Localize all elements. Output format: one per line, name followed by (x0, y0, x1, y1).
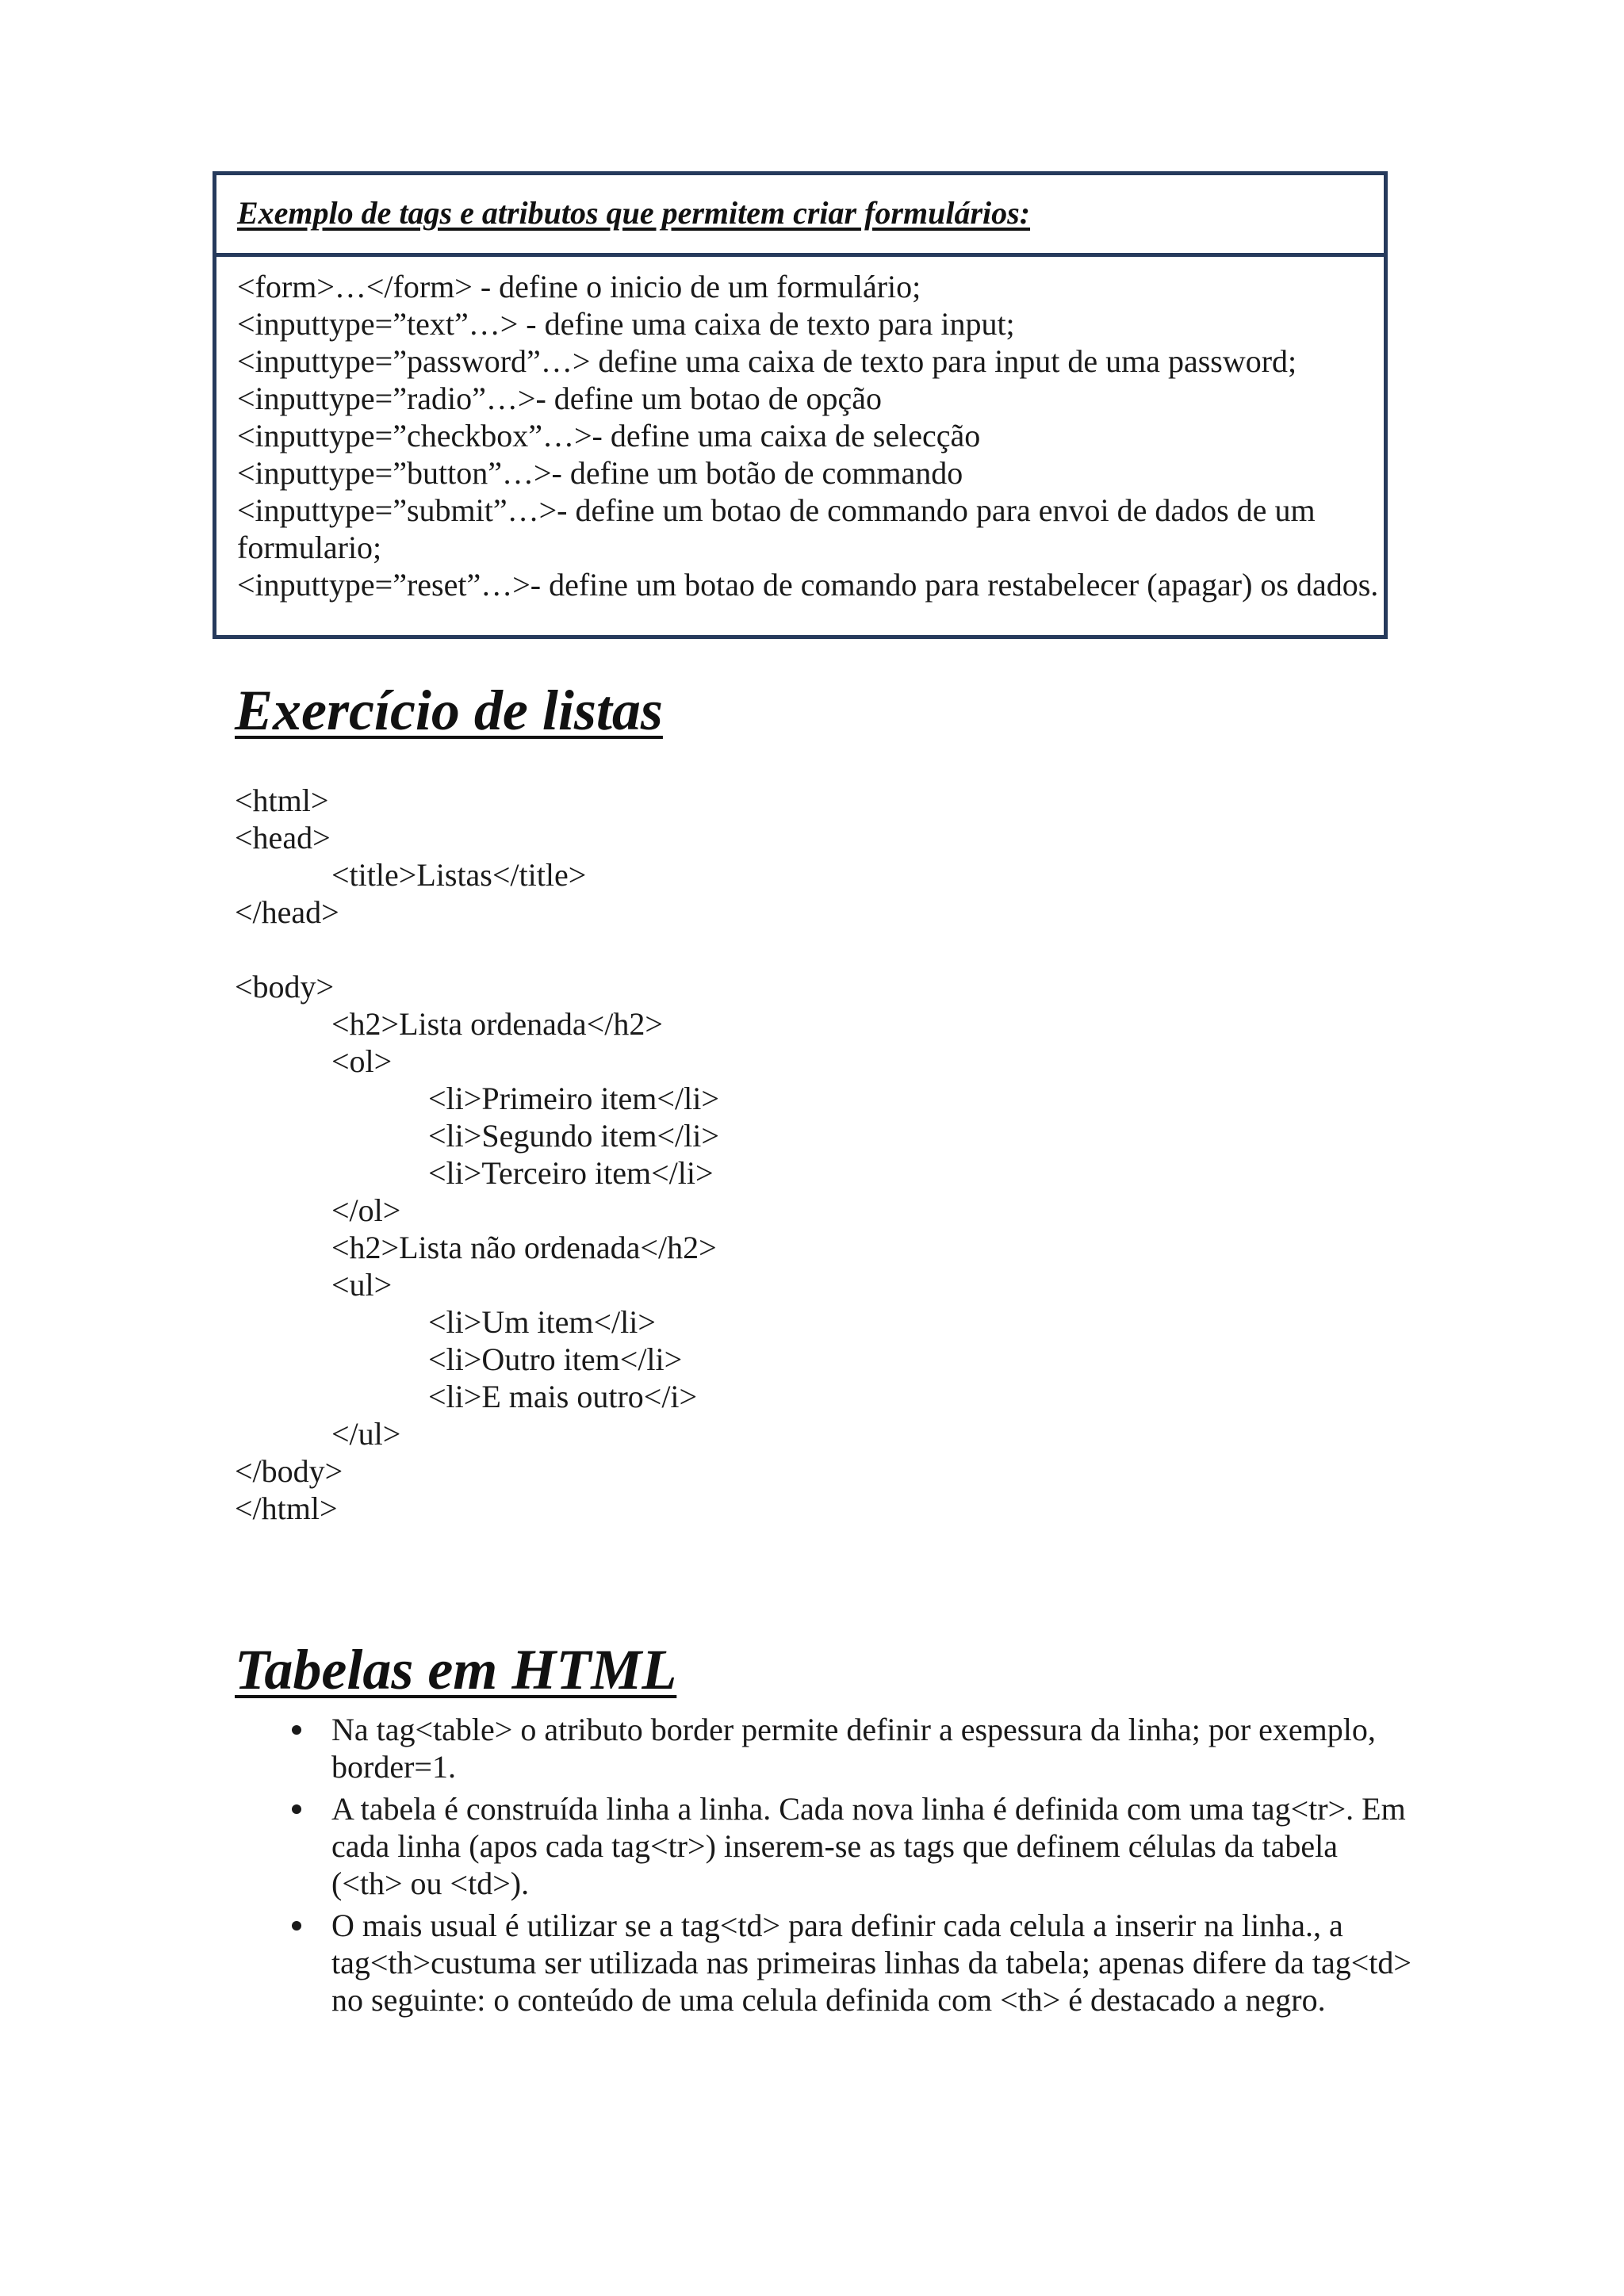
list-item (285, 1907, 1411, 2019)
code-line: <li>Primeiro item</li> (428, 1081, 719, 1116)
bullet-icon (292, 1921, 301, 1931)
form-tags-box-title: Exemplo de tags e atributos que permitem criar formulários: (237, 195, 1031, 231)
code-line (235, 931, 719, 968)
code-line: <head> (235, 820, 331, 855)
form-tag-line: <inputtype=”text”…> - define uma caixa de texto para input; (237, 306, 1015, 342)
code-line: </html> (235, 1490, 338, 1526)
list-item-text: Na tag<table> o atributo border permite definir a espessura da linha; por exemplo, border=1. (331, 1712, 1376, 1785)
bullet-icon (292, 1725, 301, 1735)
code-line: <ul> (331, 1267, 393, 1303)
code-line: </ol> (331, 1192, 401, 1228)
list-item (285, 1711, 1411, 1785)
code-line: <li>Um item</li> (428, 1304, 656, 1340)
list-item (285, 1790, 1411, 1902)
list-item-text: A tabela é construída linha a linha. Cada nova linha é definida com uma tag<tr>. Em cada linha (apos cada tag<tr>) inserem-se as tags que definem células da tabela (<th> ou <td>). (331, 1791, 1406, 1901)
list-item-text: O mais usual é utilizar se a tag<td> para definir cada celula a inserir na linha., a tag<th>custuma ser utilizada nas primeiras linhas da tabela; apenas difere da tag<td> no seguinte: o conteúdo de uma celula definida com <th> é destacado a negro. (331, 1908, 1411, 2018)
code-line: <html> (235, 783, 329, 818)
form-tags-box-body (216, 257, 1384, 603)
code-line: <title>Listas</title> (331, 857, 587, 893)
form-tag-line: <form>…</form> - define o inicio de um formulário; (237, 269, 921, 304)
code-line: <h2>Lista ordenada</h2> (331, 1006, 663, 1042)
form-tag-line: <inputtype=”checkbox”…>- define uma caixa de selecção (237, 418, 981, 453)
form-tag-line: <inputtype=”button”…>- define um botão de commando (237, 455, 963, 491)
form-tag-line: <inputtype=”radio”…>- define um botao de opção (237, 381, 882, 416)
tabelas-bullet-list (285, 1711, 1411, 2023)
bullet-icon (292, 1804, 301, 1814)
code-line: <li>Outro item</li> (428, 1341, 683, 1377)
form-tag-line: formulario; (237, 530, 382, 565)
form-tag-line: <inputtype=”submit”…>- define um botao de commando para envoi de dados de um (237, 492, 1316, 528)
code-line: <li>E mais outro</i> (428, 1379, 698, 1414)
code-line: </ul> (331, 1416, 401, 1452)
code-line: <h2>Lista não ordenada</h2> (331, 1230, 717, 1265)
form-tag-line: <inputtype=”reset”…>- define um botao de comando para restabelecer (apagar) os dados. (237, 567, 1379, 603)
section-title-listas: Exercício de listas (235, 679, 663, 742)
code-listing (235, 782, 719, 1527)
code-line: <ol> (331, 1043, 393, 1079)
form-tags-box (213, 171, 1388, 639)
form-tag-line: <inputtype=”password”…> define uma caixa de texto para input de uma password; (237, 343, 1297, 379)
code-line: </head> (235, 894, 339, 930)
section-title-tabelas: Tabelas em HTML (235, 1638, 677, 1701)
code-line: <li>Segundo item</li> (428, 1118, 719, 1154)
form-tags-box-header (216, 175, 1384, 257)
code-line: </body> (235, 1453, 343, 1489)
code-line: <body> (235, 969, 335, 1004)
code-line: <li>Terceiro item</li> (428, 1155, 714, 1191)
